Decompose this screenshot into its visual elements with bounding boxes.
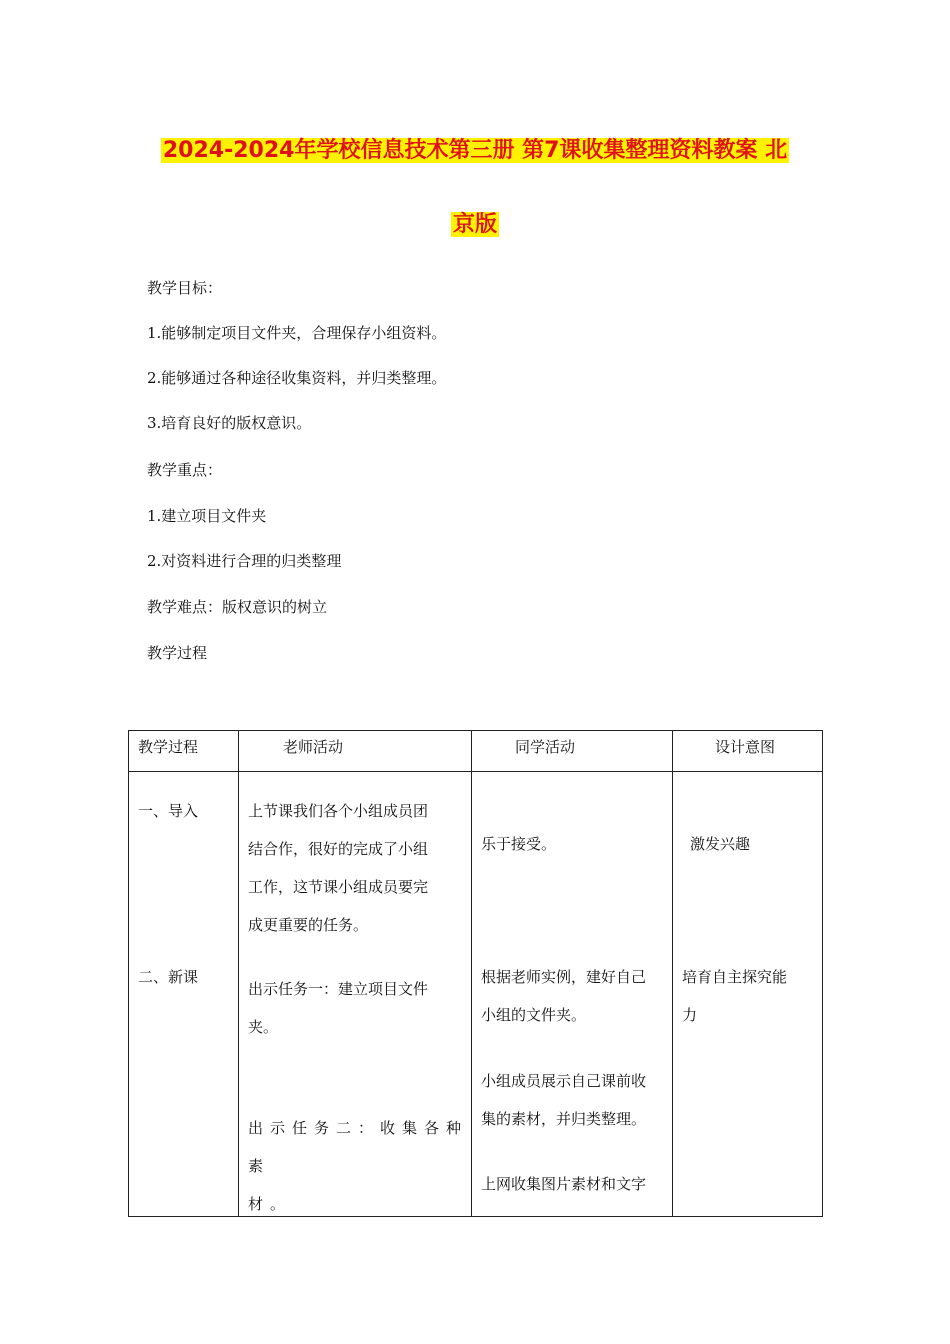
student-intro-text: 乐于接受。 (481, 835, 557, 853)
document-title-line-1: 2024-2024年学校信息技术第三册 第7课收集整理资料教案 北 (162, 138, 788, 163)
stage-cell (129, 772, 239, 1217)
lesson-process-table (128, 730, 823, 1217)
student-cell (472, 772, 673, 1217)
objective-item-1: 1.能够制定项目文件夹，合理保存小组资料。 (147, 324, 447, 342)
teacher-cell (239, 772, 472, 1217)
key-point-item-2: 2.对资料进行合理的归类整理 (147, 552, 342, 570)
stage-new-lesson: 二、新课 (138, 968, 199, 986)
process-heading: 教学过程 (147, 644, 208, 662)
stage-intro: 一、导入 (138, 802, 199, 820)
objectives-heading: 教学目标： (147, 279, 223, 297)
objective-item-3: 3.培育良好的版权意识。 (147, 414, 312, 432)
teacher-task2-text: 出示任务二：收集各种素 材。 (248, 1119, 469, 1213)
header-cell-student: 同学活动 (472, 731, 673, 772)
table-row (129, 772, 823, 1217)
table-header-row (129, 731, 823, 772)
objective-item-2: 2.能够通过各种途径收集资料，并归类整理。 (147, 369, 447, 387)
student-show-text: 小组成员展示自己课前收 集的素材，并归类整理。 (481, 1072, 647, 1128)
document-title-line-2: 京版 (452, 212, 497, 237)
key-point-item-1: 1.建立项目文件夹 (147, 507, 267, 525)
teacher-intro-text: 上节课我们各个小组成员团 结合作，很好的完成了小组 工作，这节课小组成员要完 成更重要的任务。 (248, 802, 429, 934)
teacher-task1-text: 出示任务一：建立项目文件 夹。 (248, 980, 429, 1036)
design-new-text: 培育自主探究能 力 (682, 968, 788, 1024)
key-points-heading: 教学重点： (147, 461, 223, 479)
student-task1-text: 根据老师实例，建好自己 小组的文件夹。 (481, 968, 647, 1024)
difficulty-text: 教学难点：版权意识的树立 (147, 598, 328, 616)
student-web-text: 上网收集图片素材和文字 (481, 1175, 647, 1193)
header-cell-stage: 教学过程 (129, 731, 239, 772)
design-intro-text: 激发兴趣 (690, 835, 751, 853)
design-cell (673, 772, 823, 1217)
header-cell-design: 设计意图 (673, 731, 823, 772)
header-cell-teacher: 老师活动 (239, 731, 472, 772)
